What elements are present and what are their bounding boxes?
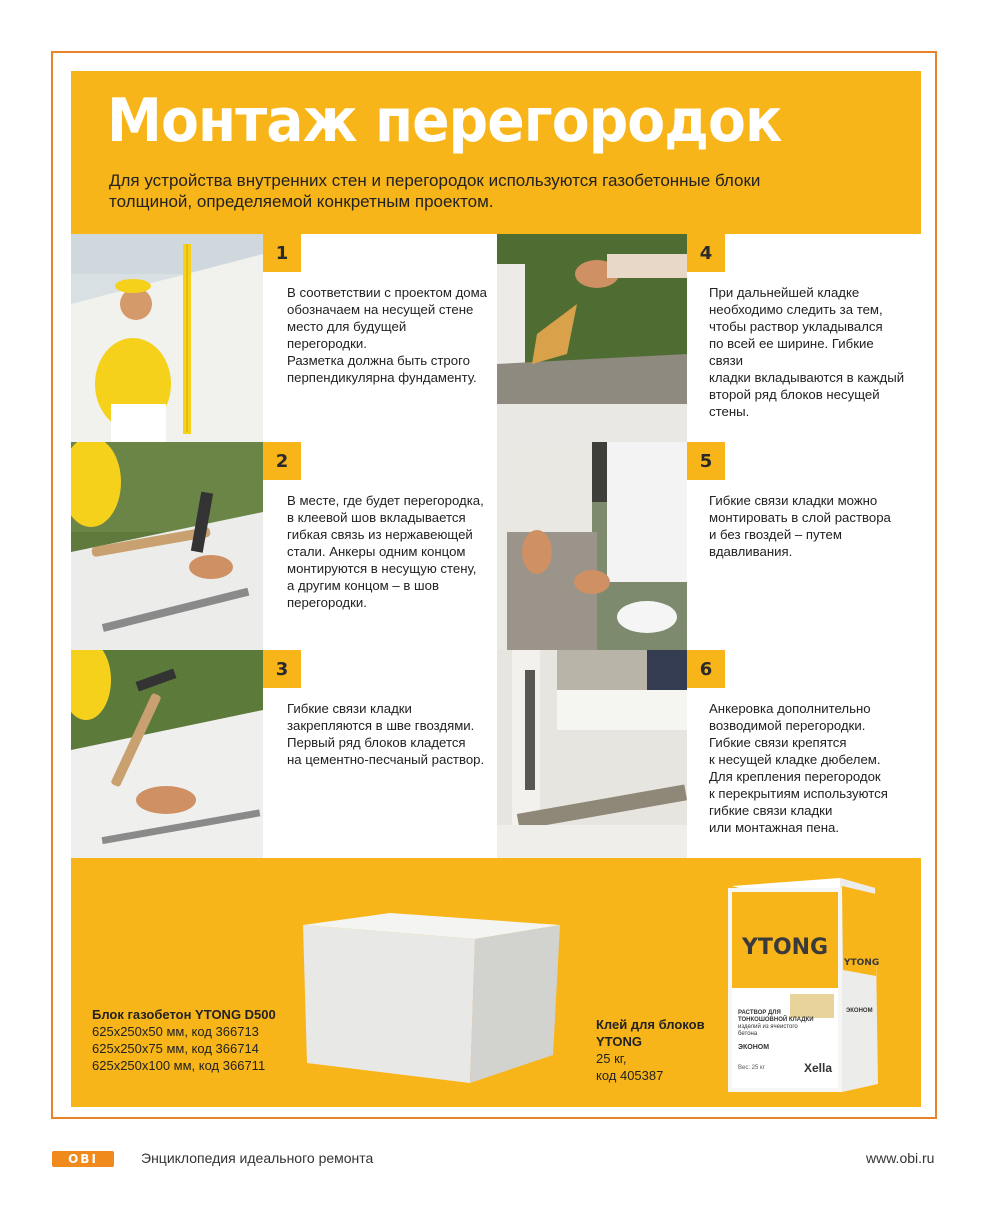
step-text-line: Гибкие связи кладки bbox=[287, 701, 412, 716]
obi-logo: OBI bbox=[52, 1151, 114, 1167]
intro-text bbox=[109, 170, 889, 212]
bag-label-line: РАСТВОР ДЛЯ bbox=[738, 1010, 781, 1016]
page-title: Монтаж перегородок bbox=[107, 86, 782, 156]
glue-product-text bbox=[596, 1016, 705, 1084]
step-1-number: 1 bbox=[263, 234, 301, 272]
step-text-line: перегородки. bbox=[287, 595, 367, 610]
step-text-line: по всей ее ширине. Гибкие связи bbox=[709, 336, 874, 368]
block-product-title: Блок газобетон YTONG D500 bbox=[92, 1007, 276, 1022]
bag-brand: YTONG bbox=[742, 935, 829, 960]
step-text-line: монтируются в несущую стену, bbox=[287, 561, 477, 576]
step-text-line: чтобы раствор укладывался bbox=[709, 319, 883, 334]
glue-product-title: Клей для блоков bbox=[596, 1017, 705, 1032]
step-6-text bbox=[709, 700, 909, 836]
intro-line: толщиной, определяемой конкретным проектом. bbox=[109, 192, 494, 211]
bag-side-variant: ЭКОНОМ bbox=[846, 1008, 873, 1014]
footer-url[interactable]: www.obi.ru bbox=[866, 1150, 935, 1166]
step-text-line: Гибкие связи кладки можно bbox=[709, 493, 878, 508]
step-text-line: Разметка должна быть строго bbox=[287, 353, 470, 368]
block-product-line: 625x250x100 мм, код 366711 bbox=[92, 1058, 266, 1073]
step-text-line: закрепляются в шве гвоздями. bbox=[287, 718, 475, 733]
step-text-line: к перекрытиям используются bbox=[709, 786, 888, 801]
step-text-line: гибкая связь из нержавеющей bbox=[287, 527, 473, 542]
step-5-photo bbox=[497, 442, 687, 650]
glue-bag-image bbox=[720, 866, 885, 1096]
step-5-text bbox=[709, 492, 909, 560]
step-6-number: 6 bbox=[687, 650, 725, 688]
step-6-photo bbox=[497, 650, 687, 858]
step-text-line: Первый ряд блоков кладется bbox=[287, 735, 466, 750]
step-3-number: 3 bbox=[263, 650, 301, 688]
step-4-photo bbox=[497, 234, 687, 442]
step-text-line: перпендикулярна фундаменту. bbox=[287, 370, 477, 385]
aerated-block-image bbox=[285, 905, 570, 1085]
step-text-line: При дальнейшей кладке bbox=[709, 285, 860, 300]
step-text-line: В месте, где будет перегородка, bbox=[287, 493, 484, 508]
bag-label-line: бетона bbox=[738, 1031, 758, 1037]
step-3-photo bbox=[71, 650, 263, 858]
bag-side-brand: YTONG bbox=[844, 958, 880, 968]
step-text-line: возводимой перегородки. bbox=[709, 718, 866, 733]
step-text-line: место для будущей перегородки. bbox=[287, 319, 407, 351]
step-text-line: к несущей кладке дюбелем. bbox=[709, 752, 881, 767]
bag-label bbox=[738, 1010, 814, 1038]
step-text-line: обозначаем на несущей стене bbox=[287, 302, 474, 317]
step-text-line: Анкеровка дополнительно bbox=[709, 701, 871, 716]
step-2-number: 2 bbox=[263, 442, 301, 480]
bag-weight: Вес: 25 кг bbox=[738, 1065, 765, 1071]
step-text-line: в клеевой шов вкладывается bbox=[287, 510, 466, 525]
step-2-photo bbox=[71, 442, 263, 650]
step-3-text bbox=[287, 700, 487, 768]
step-text-line: стены. bbox=[709, 404, 750, 419]
step-text-line: или монтажная пена. bbox=[709, 820, 840, 835]
bag-label-line: ТОНКОШОВНОЙ КЛАДКИ bbox=[738, 1017, 814, 1023]
step-text-line: вдавливания. bbox=[709, 544, 793, 559]
glue-product-line: 25 кг, bbox=[596, 1051, 627, 1066]
step-text-line: монтировать в слой раствора bbox=[709, 510, 891, 525]
step-text-line: кладки вкладываются в каждый bbox=[709, 370, 905, 385]
step-5-number: 5 bbox=[687, 442, 725, 480]
step-text-line: В соответствии с проектом дома bbox=[287, 285, 488, 300]
step-1-text bbox=[287, 284, 487, 386]
step-4-number: 4 bbox=[687, 234, 725, 272]
bag-maker: Xella bbox=[804, 1061, 833, 1075]
bag-label-line: изделий из ячеистого bbox=[738, 1024, 798, 1030]
glue-product-line: код 405387 bbox=[596, 1068, 664, 1083]
footer-tagline: Энциклопедия идеального ремонта bbox=[141, 1150, 374, 1166]
intro-line: Для устройства внутренних стен и перегородок используются газобетонные блоки bbox=[109, 171, 761, 190]
step-text-line: второй ряд блоков несущей bbox=[709, 387, 880, 402]
step-1-photo bbox=[71, 234, 263, 442]
block-product-line: 625x250x50 мм, код 366713 bbox=[92, 1024, 259, 1039]
step-text-line: гибкие связи кладки bbox=[709, 803, 833, 818]
step-text-line: а другим концом – в шов bbox=[287, 578, 439, 593]
step-text-line: необходимо следить за тем, bbox=[709, 302, 883, 317]
step-text-line: Гибкие связи крепятся bbox=[709, 735, 847, 750]
step-text-line: и без гвоздей – путем bbox=[709, 527, 842, 542]
step-text-line: стали. Анкеры одним концом bbox=[287, 544, 466, 559]
block-product-text bbox=[92, 1006, 276, 1074]
step-4-text bbox=[709, 284, 909, 420]
block-product-line: 625x250x75 мм, код 366714 bbox=[92, 1041, 259, 1056]
bag-variant: ЭКОНОМ bbox=[738, 1044, 770, 1051]
step-2-text bbox=[287, 492, 487, 611]
step-text-line: на цементно-песчаный раствор. bbox=[287, 752, 485, 767]
step-text-line: Для крепления перегородок bbox=[709, 769, 881, 784]
glue-product-title: YTONG bbox=[596, 1034, 642, 1049]
